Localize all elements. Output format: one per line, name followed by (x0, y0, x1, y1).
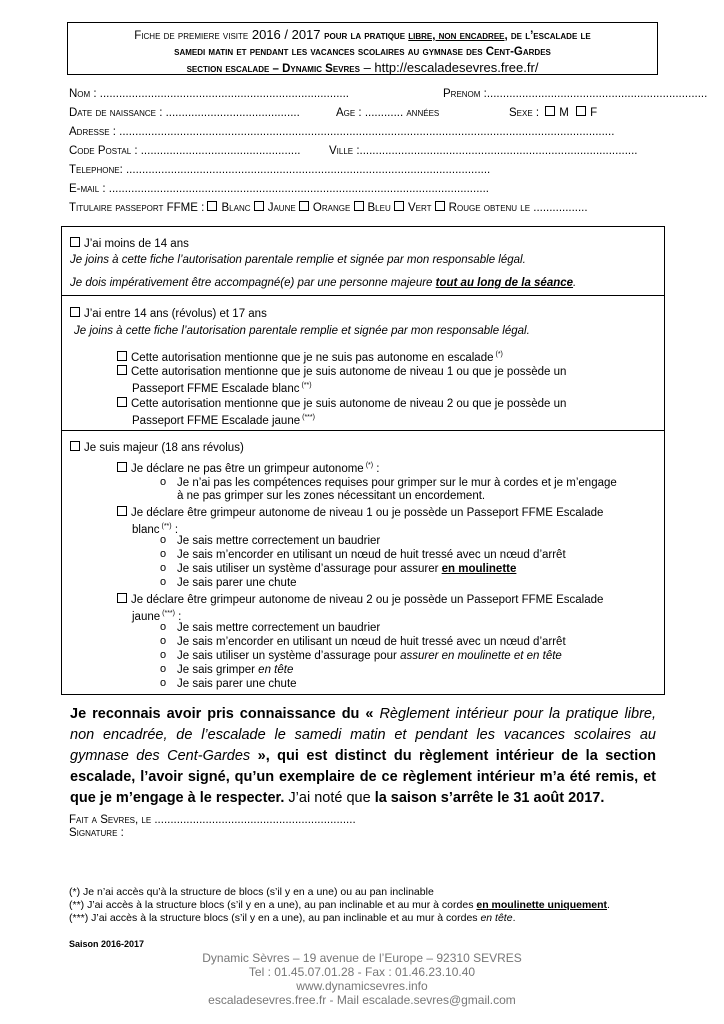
field-adresse[interactable]: Adresse : ........................................................................................................................................................... (69, 126, 615, 138)
majeur-option-b[interactable]: Je déclare être grimpeur autonome de niveau 1 ou je possède un Passeport FFME Escalade (117, 506, 603, 520)
majeur-option-c-checkbox[interactable] (117, 593, 127, 603)
footer-phone: Tel : 01.45.07.01.28 - Fax : 01.46.23.10.40 (248, 965, 476, 979)
bullet-icon: o (160, 548, 167, 560)
footer-contact[interactable]: escaladesevres.free.fr - Mail escalade.sevres@gmail.com (208, 993, 516, 1007)
title-box (67, 22, 658, 75)
note-2: (**) J’ai accès à la structure blocs (s’il y en a une), au pan inclinable et au mur à cordes en moulinette uniquement. (69, 899, 610, 911)
signature-field[interactable]: Signature : (69, 827, 124, 839)
14-17-option-1[interactable]: Cette autorisation mentionne que je ne suis pas autonome en escalade (*) (117, 348, 503, 365)
title-line-2: samedi matin et pendant les vacances scolaires au gymnase des Cent-Gardes (174, 46, 551, 58)
note-1: (*) Je n’ai accès qu’à la structure de blocs (s’il y en a une) ou au pan inclinable (69, 886, 434, 898)
section-14-17 (61, 295, 665, 431)
passeport-rouge-checkbox[interactable] (435, 201, 445, 211)
sexe-m-checkbox[interactable] (545, 106, 555, 116)
14-17-option-3-cont: Passeport FFME Escalade jaune (***) (132, 414, 315, 427)
field-code-postal[interactable]: Code Postal : .................................................. Ville :....................................................................................... (69, 145, 638, 157)
14-17-option-3[interactable]: Cette autorisation mentionne que je suis autonome de niveau 2 ou que je possède un (117, 397, 566, 411)
14-17-option-1-checkbox[interactable] (117, 351, 127, 361)
bullet-icon: o (160, 663, 167, 675)
14-17-option-3-checkbox[interactable] (117, 397, 127, 407)
bullet-icon: o (160, 534, 167, 546)
majeur-b-item-2: Je sais m’encorder en utilisant un nœud de huit tressé avec un nœud d’arrêt (177, 549, 566, 561)
footer-website[interactable]: www.dynamicsevres.info (296, 979, 428, 993)
majeur-b-item-1: Je sais mettre correctement un baudrier (177, 535, 381, 547)
bullet-icon: o (160, 677, 167, 689)
fait-a-sevres-field[interactable]: Fait a Sevres, le ............................................................... (69, 814, 356, 826)
bullet-icon: o (160, 635, 167, 647)
majeur-option-b-cont: blanc (**) : (132, 523, 179, 536)
majeur-option-b-checkbox[interactable] (117, 506, 127, 516)
14-17-option-2-cont: Passeport FFME Escalade blanc (**) (132, 382, 312, 395)
under-14-line-1: Je joins à cette fiche l’autorisation parentale remplie et signée par mon responsable légal. (70, 254, 526, 266)
section-majeur (61, 430, 665, 695)
majeur-c-item-3: Je sais utiliser un système d’assurage pour assurer en moulinette et en tête (177, 650, 562, 662)
majeur-b-item-4: Je sais parer une chute (177, 577, 297, 589)
section-under-14 (61, 226, 665, 296)
under-14-checkbox[interactable] (70, 237, 80, 247)
passeport-vert-checkbox[interactable] (394, 201, 404, 211)
field-passeport[interactable]: Titulaire passeport FFME : Blanc Jaune Orange Bleu Vert Rouge obtenu le ................. (69, 202, 588, 214)
field-email[interactable]: E-mail : ....................................................................................................................... (69, 183, 489, 195)
sexe-group: Sexe : M F (509, 107, 598, 119)
14-17-option-2-checkbox[interactable] (117, 365, 127, 375)
majeur-option-a[interactable]: Je déclare ne pas être un grimpeur autonome (*) : (117, 459, 379, 476)
note-3: (***) J’ai accès à la structure blocs (s’il y en a une), au pan inclinable et au mur à cordes en tête. (69, 912, 516, 924)
title-line-1: Fiche de premiere visite 2016 / 2017 pour la pratique libre, non encadree, de l’escalade le (134, 27, 591, 42)
majeur-c-item-5: Je sais parer une chute (177, 678, 297, 690)
season-label: Saison 2016-2017 (69, 939, 145, 949)
majeur-option-c-cont: jaune (***) : (132, 610, 182, 623)
passeport-orange-checkbox[interactable] (299, 201, 309, 211)
passeport-bleu-checkbox[interactable] (354, 201, 364, 211)
14-17-check[interactable]: J’ai entre 14 ans (révolus) et 17 ans (70, 307, 267, 321)
14-17-checkbox[interactable] (70, 307, 80, 317)
majeur-checkbox[interactable] (70, 441, 80, 451)
under-14-check[interactable]: J’ai moins de 14 ans (70, 237, 189, 251)
footer-address: Dynamic Sèvres – 19 avenue de l’Europe – 92310 SEVRES (202, 951, 522, 965)
title-line-3: section escalade – Dynamic Sevres – http://escaladesevres.free.fr/ (186, 60, 539, 75)
passeport-jaune-checkbox[interactable] (254, 201, 264, 211)
majeur-c-item-2: Je sais m’encorder en utilisant un nœud de huit tressé avec un nœud d’arrêt (177, 636, 566, 648)
passeport-blanc-checkbox[interactable] (207, 201, 217, 211)
bullet-icon: o (160, 621, 167, 633)
field-telephone[interactable]: Telephone: .................................................................................................................. (69, 164, 491, 176)
majeur-a-item-2: à ne pas grimper sur les zones nécessitant un encordement. (177, 490, 486, 502)
14-17-option-2[interactable]: Cette autorisation mentionne que je suis autonome de niveau 1 ou que je possède un (117, 365, 566, 379)
majeur-c-item-1: Je sais mettre correctement un baudrier (177, 622, 381, 634)
bullet-icon: o (160, 649, 167, 661)
sexe-f-checkbox[interactable] (576, 106, 586, 116)
majeur-b-item-3: Je sais utiliser un système d’assurage pour assurer en moulinette (177, 563, 517, 575)
majeur-check[interactable]: Je suis majeur (18 ans révolus) (70, 441, 244, 455)
bullet-icon: o (160, 476, 167, 488)
bullet-icon: o (160, 576, 167, 588)
majeur-a-item-1: Je n’ai pas les compétences requises pour grimper sur le mur à cordes et je m’engage (177, 477, 617, 489)
under-14-line-2: Je dois impérativement être accompagné(e) par une personne majeure tout au long de la séance. (70, 277, 577, 289)
statement-paragraph: Je reconnais avoir pris connaissance du « Règlement intérieur pour la pratique libre, non encadrée, de l’escalade le samedi matin et pendant les vacances scolaires au gymnase des Cent-Gardes », qui est distinct du règlement intérieur de la section escalade, l’avoir signé, qu’un exemplaire de ce règlement intérieur m’a été remis, et que je m’engage à le respecter. J’ai noté que la saison s’arrête le 31 août 2017. (70, 706, 656, 806)
majeur-c-item-4: Je sais grimper en tête (177, 664, 294, 676)
14-17-line-1: Je joins à cette fiche l’autorisation parentale remplie et signée par mon responsable légal. (74, 325, 530, 337)
majeur-option-c[interactable]: Je déclare être grimpeur autonome de niveau 2 ou je possède un Passeport FFME Escalade (117, 593, 603, 607)
bullet-icon: o (160, 562, 167, 574)
majeur-option-a-checkbox[interactable] (117, 462, 127, 472)
field-nom-prenom[interactable]: Nom : .............................................................................. Prenom :..................................................................... (69, 88, 708, 100)
field-naissance[interactable]: Date de naissance : .......................................... Age : ............ années Sexe : M F (69, 107, 598, 119)
